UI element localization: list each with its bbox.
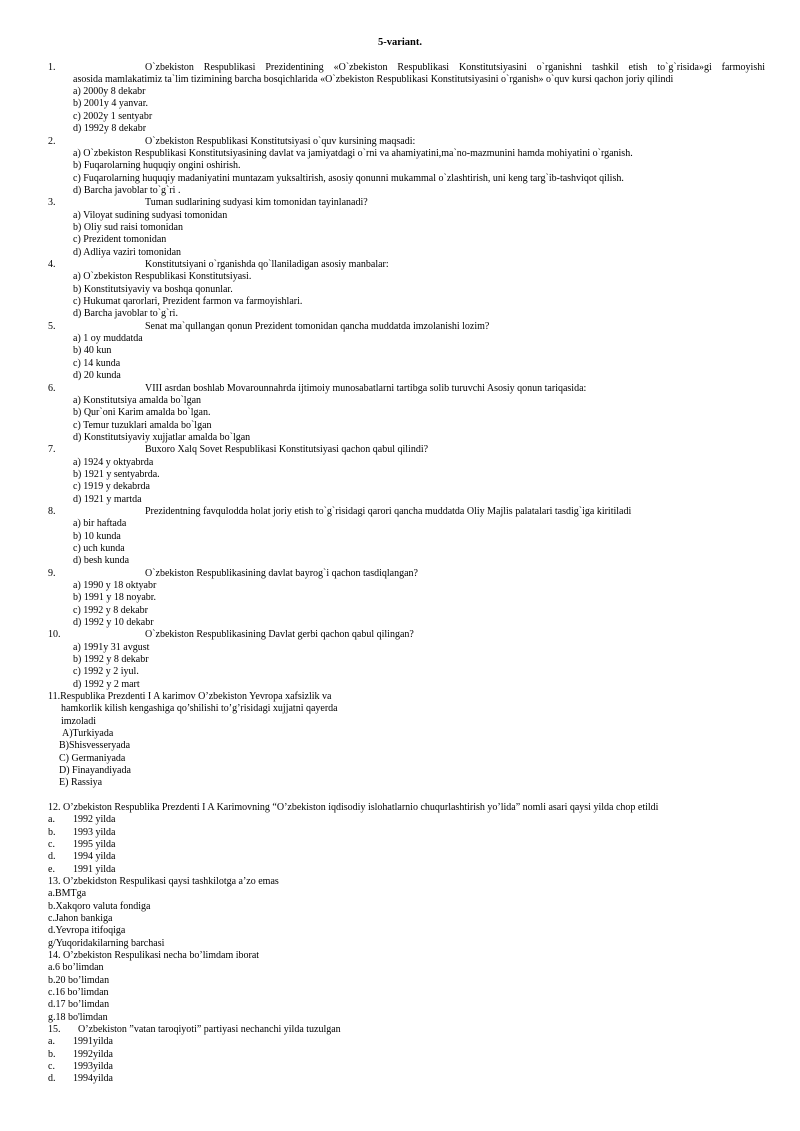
answer-option: 1992 yilda [73,814,116,825]
answer-option: a) 1990 y 18 oktyabr [73,580,157,591]
answer-option: b.20 bo’limdan [48,975,110,986]
answer-option: a) O`zbekiston Respublikasi Konstitutsiyasining davlat va jamiyatdagi o`rni va ahamiyatini,ma`no-mazmunini hamda mohiyatini o`rganish. [73,148,633,159]
question-stem: O`zbekiston Respublikasining davlat bayrog`i qachon tasdiqlangan? [145,568,418,579]
answer-option: a) Viloyat sudining sudyasi tomonidan [73,210,228,221]
question-stem: VIII asrdan boshlab Movarounnahrda ijtimoiy munosabatlarni tartibga solib turuvchi Asosiy qonun tariqasida: [145,383,587,394]
answer-option: a) 1924 y oktyabrda [73,457,154,468]
answer-option: c) Fuqarolarning huquqiy madaniyatini muntazam yuksaltirish, asosiy qonunni mukammal o`zlashtirish, uni keng targ`ib-tashviqot qilish. [73,173,624,184]
answer-option: d) 1921 y martda [73,494,142,505]
answer-option: 1994yilda [73,1073,113,1084]
answer-option: c) uch kunda [73,543,125,554]
question-number: 8. [48,506,56,517]
page-title: 5-variant. [377,37,423,48]
question-number: 2. [48,136,56,147]
answer-option: c) Prezident tomonidan [73,234,167,245]
question-stem: 12. O’zbekiston Respublika Prezdenti I A Karimovning “O’zbekiston iqdisodiy islohatlarnio chuqurlashtirish yo’lida” nomli asari qaysi yilda chop etildi [48,802,659,813]
answer-option: c) Temur tuzuklari amalda bo`lgan [73,420,212,431]
answer-option: b) Qur`oni Karim amalda bo`lgan. [73,407,211,418]
answer-option: A)Turkiyada [62,728,114,739]
answer-option: 1991yilda [73,1036,113,1047]
answer-option: a) 1991y 31 avgust [73,642,150,653]
answer-option: g.18 bo'limdan [48,1012,108,1023]
answer-option: b) Oliy sud raisi tomonidan [73,222,183,233]
answer-option: d.17 bo’limdan [48,999,110,1010]
answer-option: c) 1919 y dekabrda [73,481,150,492]
question-stem-continued: imzoladi [61,716,96,727]
answer-option: c.Jahon bankiga [48,913,113,924]
answer-option: d) 1992 y 10 dekabr [73,617,154,628]
answer-option: a) O`zbekiston Respublikasi Konstitutsiyasi. [73,271,252,282]
answer-option: d) Barcha javoblar to`g`ri . [73,185,181,196]
answer-option: 1992yilda [73,1049,113,1060]
question-number: 5. [48,321,56,332]
answer-option: d) 1992 y 2 mart [73,679,140,690]
question-stem: Buxoro Xalq Sovet Respublikasi Konstitutsiyasi qachon qabul qilindi? [145,444,429,455]
option-letter: c. [48,1061,55,1072]
option-letter: d. [48,1073,56,1084]
answer-option: d) Barcha javoblar to`g`ri. [73,308,178,319]
answer-option: a) 2000y 8 dekabr [73,86,146,97]
answer-option: b) 1921 y sentyabrda. [73,469,160,480]
question-number: 10. [48,629,61,640]
answer-option: a) bir haftada [73,518,127,529]
answer-option: a.BMTga [48,888,87,899]
answer-option: 1995 yilda [73,839,116,850]
answer-option: c) 14 kunda [73,358,121,369]
answer-option: d) 20 kunda [73,370,121,381]
answer-option: a) Konstitutsiya amalda bo`lgan [73,395,202,406]
answer-option: b) 2001y 4 yanvar. [73,98,148,109]
answer-option: 1993 yilda [73,827,116,838]
answer-option: b) Konstitutsiyaviy va boshqa qonunlar. [73,284,233,295]
option-letter: b. [48,1049,56,1060]
answer-option: b) 10 kunda [73,531,121,542]
question-number: 7. [48,444,56,455]
question-stem: O`zbekiston Respublikasining Davlat gerbi qachon qabul qilingan? [145,629,414,640]
answer-option: c) 1992 y 8 dekabr [73,605,148,616]
option-letter: a. [48,814,55,825]
question-stem: 11.Respublika Prezdenti I A karimov O’zbekiston Yevropa xafsizlik va [48,691,332,702]
question-number: 9. [48,568,56,579]
answer-option: c.16 bo’limdan [48,987,109,998]
option-letter: b. [48,827,56,838]
answer-option: 1994 yilda [73,851,116,862]
question-number: 4. [48,259,56,270]
answer-option: b.Xakqoro valuta fondiga [48,901,151,912]
question-stem-continued: asosida mamlakatimiz ta`lim tizimining barcha bosqichlarida «O`zbekiston Respublikasi Konstitutsiyasini o`rganish» o`quv kursi qachon joriy qilindi [73,74,674,85]
option-letter: d. [48,851,56,862]
answer-option: c) 2002y 1 sentyabr [73,111,153,122]
answer-option: D) Finayandiyada [59,765,131,776]
question-stem: O`zbekiston Respublikasi Konstitutsiyasi o`quv kursining maqsadi: [145,136,416,147]
answer-option: C) Germaniyada [59,753,126,764]
question-stem: 14. O’zbekiston Respulikasi necha bo’limdam iborat [48,950,260,961]
option-letter: c. [48,839,55,850]
question-stem: Senat ma`qullangan qonun Prezident tomonidan qancha muddatda imzolanishi lozim? [145,321,490,332]
answer-option: a.6 bo’limdan [48,962,104,973]
question-stem: 13. O’zbekidston Respulikasi qaysi tashkilotga a’zo emas [48,876,279,887]
option-letter: a. [48,1036,55,1047]
answer-option: 1993yilda [73,1061,113,1072]
option-letter: e. [48,864,55,875]
answer-option: E) Rassiya [59,777,103,788]
answer-option: d) 1992y 8 dekabr [73,123,147,134]
question-stem: Prezidentning favqulodda holat joriy etish to`g`risidagi qarori qancha muddatda Oliy Majlis palatalari tasdig`iga kiritiladi [145,506,632,517]
answer-option: B)Shisvesseryada [59,740,131,751]
question-stem: Tuman sudlarining sudyasi kim tomonidan tayinlanadi? [145,197,368,208]
answer-option: d) besh kunda [73,555,130,566]
question-number: 15. [48,1024,61,1035]
answer-option: a) 1 oy muddatda [73,333,143,344]
answer-option: d) Adliya vaziri tomonidan [73,247,182,258]
answer-option: c) Hukumat qarorlari, Prezident farmon va farmoyishlari. [73,296,303,307]
answer-option: d.Yevropa itifoqiga [48,925,126,936]
answer-option: b) 1992 y 8 dekabr [73,654,149,665]
answer-option: b) 1991 y 18 noyabr. [73,592,157,603]
answer-option: b) 40 kun [73,345,112,356]
question-number: 6. [48,383,56,394]
question-stem: O`zbekiston Respublikasi Prezidentining «O`zbekiston Respublikasi Konstitutsiyasini o`rganishni tashkil etish to`g`risida»gi farmoyishi [145,62,765,73]
answer-option: 1991 yilda [73,864,116,875]
answer-option: c) 1992 y 2 iyul. [73,666,139,677]
question-stem: Konstitutsiyani o`rganishda qo`llaniladigan asosiy manbalar: [145,259,389,270]
answer-option: b) Fuqarolarning huquqiy ongini oshirish. [73,160,241,171]
question-number: 1. [48,62,56,73]
answer-option: d) Konstitutsiyaviy xujjatlar amalda bo`lgan [73,432,251,443]
question-number: 3. [48,197,56,208]
question-stem-continued: hamkorlik kilish kengashiga qo’shilishi to’g’risidagi xujjatni qayerda [61,703,338,714]
answer-option: g/Yuqoridakilarning barchasi [48,938,165,949]
question-stem: O’zbekiston ”vatan taroqiyoti” partiyasi nechanchi yilda tuzulgan [78,1024,341,1035]
